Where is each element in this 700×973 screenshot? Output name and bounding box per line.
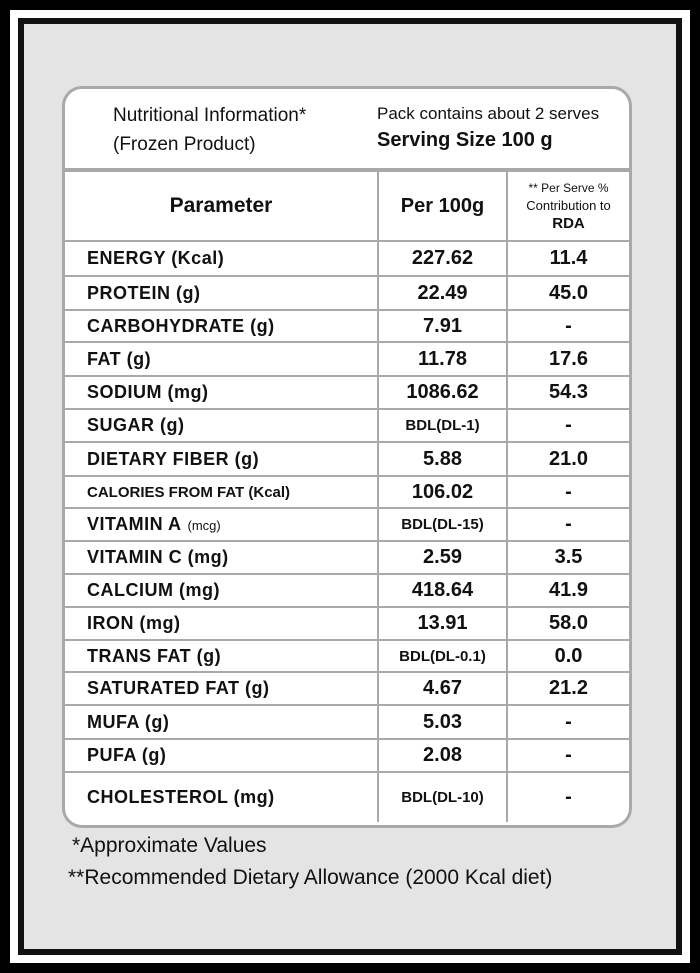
per-100g-cell: 2.59 — [378, 541, 507, 574]
table-row — [65, 640, 629, 672]
parameter-cell: PUFA (g) — [65, 739, 378, 772]
nutrition-card — [62, 86, 632, 828]
rda-cell: 21.0 — [507, 442, 629, 476]
rda-cell: 45.0 — [507, 276, 629, 310]
parameter-cell: VITAMIN C (mg) — [65, 541, 378, 574]
parameter-cell: FAT (g) — [65, 342, 378, 376]
rda-header-line3: RDA — [552, 215, 585, 232]
table-row — [65, 241, 629, 276]
per-100g-cell: 227.62 — [378, 241, 507, 276]
header-title-line2: (Frozen Product) — [113, 134, 256, 155]
serving-size: Serving Size 100 g — [377, 129, 553, 151]
per-100g-cell: 1086.62 — [378, 376, 507, 409]
rda-cell: - — [507, 310, 629, 342]
header-title — [113, 101, 306, 159]
rda-cell: - — [507, 739, 629, 772]
parameter-cell: ENERGY (Kcal) — [65, 241, 378, 276]
table-row — [65, 739, 629, 772]
parameter-cell: SUGAR (g) — [65, 409, 378, 442]
parameter-cell: CALORIES FROM FAT (Kcal) — [65, 476, 378, 508]
parameter-cell: TRANS FAT (g) — [65, 640, 378, 672]
per-100g-cell: 7.91 — [378, 310, 507, 342]
serving-info — [377, 102, 599, 154]
parameter-cell: SATURATED FAT (g) — [65, 672, 378, 705]
parameter-cell: PROTEIN (g) — [65, 276, 378, 310]
pack-info: Pack contains about 2 serves — [377, 104, 600, 123]
per-100g-cell: 2.08 — [378, 739, 507, 772]
parameter-cell: IRON (mg) — [65, 607, 378, 640]
rda-cell: 17.6 — [507, 342, 629, 376]
parameter-cell — [65, 508, 378, 541]
table-row — [65, 476, 629, 508]
rda-cell: 54.3 — [507, 376, 629, 409]
rda-cell: 0.0 — [507, 640, 629, 672]
column-header-per-100g: Per 100g — [378, 171, 507, 241]
parameter-cell: MUFA (g) — [65, 705, 378, 739]
parameter-cell: CHOLESTEROL (mg) — [65, 772, 378, 822]
rda-cell: - — [507, 508, 629, 541]
footnote-rda: **Recommended Dietary Allowance (2000 Kcal diet) — [68, 866, 553, 889]
rda-cell: - — [507, 409, 629, 442]
table-row — [65, 276, 629, 310]
parameter-unit: (mcg) — [187, 518, 221, 533]
table-row — [65, 705, 629, 739]
column-header-rda — [507, 171, 629, 241]
per-100g-cell: 4.67 — [378, 672, 507, 705]
table-row — [65, 607, 629, 640]
table-row — [65, 772, 629, 822]
rda-cell: 58.0 — [507, 607, 629, 640]
header-title-line1: Nutritional Information* — [113, 105, 307, 126]
per-100g-cell: BDL(DL-10) — [378, 772, 507, 822]
per-100g-cell: 5.88 — [378, 442, 507, 476]
table-row — [65, 342, 629, 376]
table-row — [65, 508, 629, 541]
table-row — [65, 442, 629, 476]
table-row — [65, 409, 629, 442]
nutrition-table — [65, 170, 629, 822]
parameter-name: VITAMIN A — [87, 514, 182, 534]
rda-cell: - — [507, 772, 629, 822]
per-100g-cell: BDL(DL-1) — [378, 409, 507, 442]
rda-header-line1: ** Per Serve % — [528, 181, 609, 195]
parameter-cell: DIETARY FIBER (g) — [65, 442, 378, 476]
rda-cell: 21.2 — [507, 672, 629, 705]
rda-cell: 3.5 — [507, 541, 629, 574]
column-header-parameter: Parameter — [65, 171, 378, 241]
table-row — [65, 541, 629, 574]
parameter-cell: CALCIUM (mg) — [65, 574, 378, 607]
nutrition-header — [65, 89, 629, 170]
per-100g-cell: BDL(DL-0.1) — [378, 640, 507, 672]
rda-cell: - — [507, 476, 629, 508]
per-100g-cell: 11.78 — [378, 342, 507, 376]
per-100g-cell: 13.91 — [378, 607, 507, 640]
table-row — [65, 672, 629, 705]
parameter-cell: SODIUM (mg) — [65, 376, 378, 409]
table-row — [65, 574, 629, 607]
per-100g-cell: BDL(DL-15) — [378, 508, 507, 541]
per-100g-cell: 5.03 — [378, 705, 507, 739]
rda-cell: 41.9 — [507, 574, 629, 607]
table-row — [65, 310, 629, 342]
parameter-cell: CARBOHYDRATE (g) — [65, 310, 378, 342]
rda-cell: 11.4 — [507, 241, 629, 276]
table-row — [65, 376, 629, 409]
table-header-row — [65, 171, 629, 241]
footnote-approximate: *Approximate Values — [72, 834, 267, 857]
rda-header-line2: Contribution to — [526, 198, 611, 213]
per-100g-cell: 22.49 — [378, 276, 507, 310]
rda-cell: - — [507, 705, 629, 739]
per-100g-cell: 106.02 — [378, 476, 507, 508]
per-100g-cell: 418.64 — [378, 574, 507, 607]
